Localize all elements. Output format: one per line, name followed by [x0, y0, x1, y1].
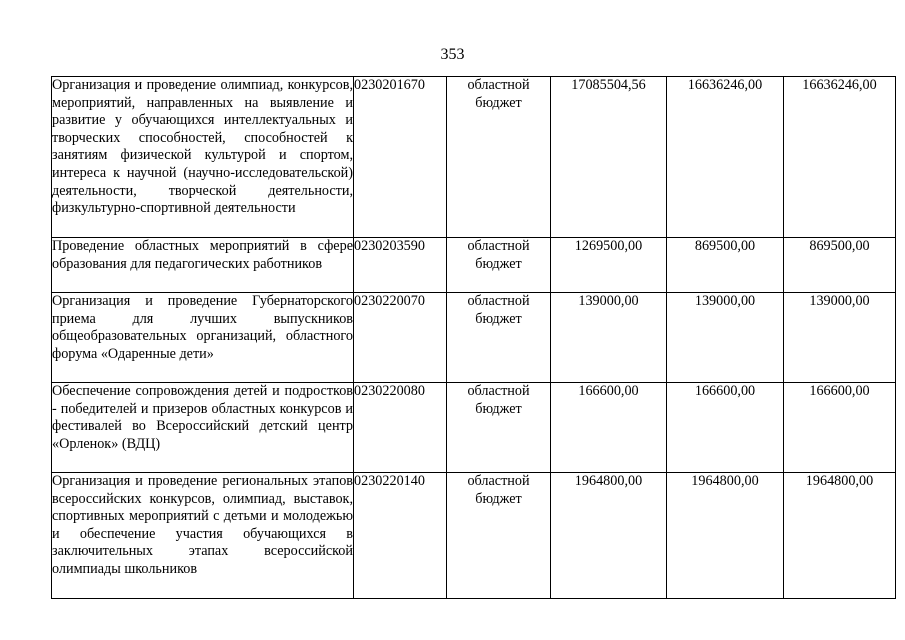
row-code: 0230220070	[354, 293, 447, 383]
row-amount-1: 166600,00	[551, 383, 667, 473]
row-amount-1: 1964800,00	[551, 473, 667, 599]
row-amount-2: 139000,00	[667, 293, 784, 383]
table-row	[52, 293, 896, 383]
row-amount-1: 139000,00	[551, 293, 667, 383]
table-row	[52, 77, 896, 238]
row-description: Организация и проведение Губернаторского приема для лучших выпускников общеобразовательных организаций, областного форума «Одаренные дети»	[52, 293, 354, 383]
row-description: Проведение областных мероприятий в сфере образования для педагогических работников	[52, 238, 354, 293]
row-amount-3: 166600,00	[784, 383, 896, 473]
row-description: Организация и проведение олимпиад, конкурсов, мероприятий, направленных на выявление и развитие у обучающихся интеллектуальных и творческих способностей, способностей к занятиям физической культурой и спортом, интереса к научной (научно-исследовательской) деятельности, творческой деятельности, физкультурно-спортивной деятельности	[52, 77, 354, 238]
row-amount-2: 1964800,00	[667, 473, 784, 599]
row-amount-2: 869500,00	[667, 238, 784, 293]
row-code: 0230220140	[354, 473, 447, 599]
row-code: 0230201670	[354, 77, 447, 238]
row-source: областной бюджет	[447, 383, 551, 473]
page-number: 353	[440, 46, 465, 63]
row-code: 0230220080	[354, 383, 447, 473]
row-amount-3: 869500,00	[784, 238, 896, 293]
row-amount-3: 16636246,00	[784, 77, 896, 238]
row-amount-3: 139000,00	[784, 293, 896, 383]
row-amount-1: 17085504,56	[551, 77, 667, 238]
table-row	[52, 383, 896, 473]
table-row	[52, 473, 896, 599]
row-source: областной бюджет	[447, 473, 551, 599]
row-amount-1: 1269500,00	[551, 238, 667, 293]
row-source: областной бюджет	[447, 77, 551, 238]
row-source: областной бюджет	[447, 238, 551, 293]
row-source: областной бюджет	[447, 293, 551, 383]
row-amount-3: 1964800,00	[784, 473, 896, 599]
row-amount-2: 16636246,00	[667, 77, 784, 238]
row-code: 0230203590	[354, 238, 447, 293]
row-description: Обеспечение сопровождения детей и подростков - победителей и призеров областных конкурсов и фестивалей во Всероссийский детский центр «Орленок» (ВДЦ)	[52, 383, 354, 473]
budget-table	[51, 76, 896, 599]
table-row	[52, 238, 896, 293]
row-amount-2: 166600,00	[667, 383, 784, 473]
row-description: Организация и проведение региональных этапов всероссийских конкурсов, олимпиад, выставок, спортивных мероприятий с детьми и молодежью и обеспечение участия обучающихся в заключительных этапах всероссийской олимпиады школьников	[52, 473, 354, 599]
